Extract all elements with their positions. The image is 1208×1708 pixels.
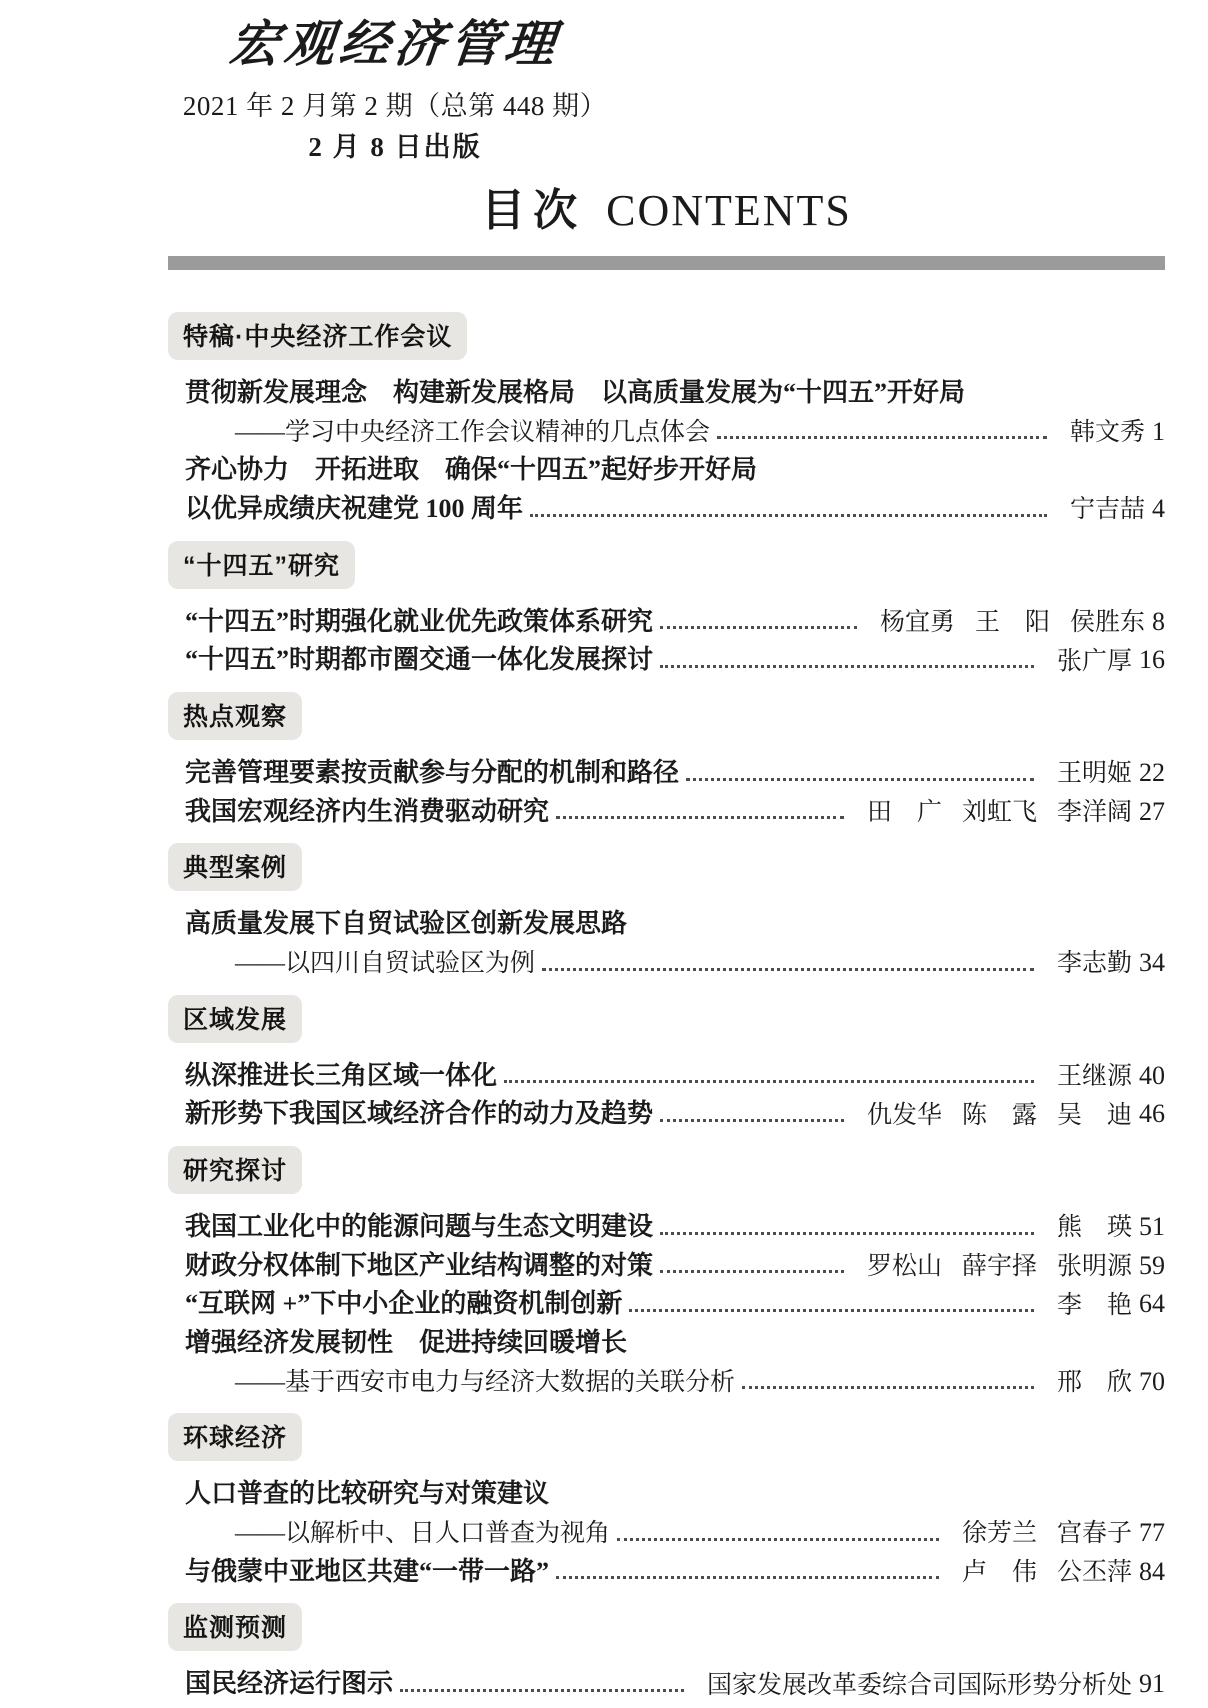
toc-section [185,1140,1165,1397]
journal-logo-calligraphy: 宏观经济管理 [226,14,563,73]
section-header: 特稿·中央经济工作会议 [168,312,467,360]
page-number: 70 [1139,1366,1165,1396]
author-name: 徐芳兰 [961,1520,1037,1548]
toc-entry-title [185,1061,1165,1092]
author-name: 王 阳 [974,608,1050,636]
entry-text: 齐心协力 开拓进取 确保“十四五”起好步开好局 [185,455,758,485]
toc-section [185,1407,1165,1587]
dot-leader [400,1689,684,1692]
section-header: 环球经济 [168,1413,302,1461]
toc-entry-subtitle [185,1518,1165,1549]
dot-leader [617,1538,939,1541]
author-name: 韩文秀 [1069,418,1145,446]
page-number: 84 [1139,1556,1165,1586]
dot-leader [629,1309,1034,1312]
entry-text: 高质量发展下自贸试验区创新发展思路 [185,909,628,939]
page-number: 77 [1139,1518,1165,1548]
entry-text: 我国宏观经济内生消费驱动研究 [185,796,550,826]
dot-leader [504,1080,1034,1083]
toc-entry-title [185,797,1165,828]
entry-text: 国民经济运行图示 [185,1669,394,1699]
entry-text: “互联网 +”下中小企业的融资机制创新 [185,1289,623,1319]
entry-text: ——以解析中、日人口普查为视角 [235,1520,611,1548]
toc-section [185,837,1165,978]
author-name: 王继源 [1056,1062,1132,1090]
table-of-contents [185,296,1165,1708]
author-name: 王明姬 [1056,760,1132,788]
contents-title [168,174,1165,238]
toc-entry-title [185,1328,1165,1359]
dot-leader [660,626,857,629]
dot-leader [660,665,1034,668]
entry-text: 新形势下我国区域经济合作的动力及趋势 [185,1099,654,1129]
toc-entry-title [185,1669,1165,1700]
author-name: 熊 瑛 [1056,1214,1132,1242]
entry-text: 人口普查的比较研究与对策建议 [185,1479,550,1509]
contents-title-zh: 目次 [481,186,586,235]
author-name: 薛宇择 [961,1252,1037,1280]
page-number: 1 [1152,416,1165,446]
page-number: 46 [1139,1099,1165,1129]
toc-entry-title [185,1557,1165,1588]
toc-entry-subtitle [185,948,1165,979]
toc-section [185,1597,1165,1700]
toc-entry-title [185,645,1165,676]
page-number: 91 [1139,1669,1165,1699]
dot-leader [660,1119,844,1122]
contents-title-en: CONTENTS [606,186,852,235]
entry-text: 我国工业化中的能源问题与生态文明建设 [185,1212,654,1242]
toc-section [185,535,1165,676]
author-name: 杨宜勇 [879,608,955,636]
page-number: 16 [1139,645,1165,675]
masthead [160,4,630,164]
toc-entry-subtitle [185,417,1165,448]
author-name: 国家发展改革委综合司国际形势分析处 [706,1671,1132,1699]
toc-entry-title [185,378,1165,409]
toc-entry-title [185,909,1165,940]
entry-text: 与俄蒙中亚地区共建“一带一路” [185,1556,550,1586]
page-number: 40 [1139,1060,1165,1090]
dot-leader [660,1270,844,1273]
dot-leader [556,1576,939,1579]
page-number: 22 [1139,758,1165,788]
toc-entry-title [185,1099,1165,1130]
toc-entry-title [185,1212,1165,1243]
author-name: 仇发华 [866,1101,942,1129]
section-header: 研究探讨 [168,1146,302,1194]
page-number: 59 [1139,1250,1165,1280]
dot-leader [742,1386,1034,1389]
toc-entry-title [185,758,1165,789]
author-name: 李洋阔 [1056,798,1132,826]
author-name: 卢 伟 [961,1558,1037,1586]
entry-text: ——基于西安市电力与经济大数据的关联分析 [235,1368,736,1396]
author-name: 邢 欣 [1056,1368,1132,1396]
section-header: “十四五”研究 [168,541,355,589]
author-name: 张广厚 [1056,647,1132,675]
entry-text: 增强经济发展韧性 促进持续回暖增长 [185,1328,628,1358]
issue-line: 2021 年 2 月第 2 期（总第 448 期） [182,91,608,121]
entry-text: 纵深推进长三角区域一体化 [185,1060,498,1090]
page-number: 4 [1152,494,1165,524]
toc-entry-title [185,494,1165,525]
divider-bar [168,256,1165,270]
toc-entry-title [185,607,1165,638]
author-name: 张明源 [1056,1252,1132,1280]
toc-entry-title [185,1251,1165,1282]
entry-text: 财政分权体制下地区产业结构调整的对策 [185,1250,654,1280]
author-name: 公丕萍 [1056,1558,1132,1586]
author-name: 陈 露 [961,1101,1037,1129]
toc-entry-subtitle [185,1367,1165,1398]
toc-section [185,306,1165,525]
entry-text: “十四五”时期都市圈交通一体化发展探讨 [185,645,654,675]
entry-text: 完善管理要素按贡献参与分配的机制和路径 [185,758,680,788]
page-number: 51 [1139,1212,1165,1242]
toc-entry-title [185,455,1165,486]
author-name: 吴 迪 [1056,1101,1132,1129]
entry-text: “十四五”时期强化就业优先政策体系研究 [185,606,654,636]
toc-section [185,989,1165,1130]
author-name: 宫春子 [1056,1520,1132,1548]
toc-section [185,686,1165,827]
author-name: 宁吉喆 [1069,496,1145,524]
page-number: 8 [1152,606,1165,636]
author-name: 罗松山 [866,1252,942,1280]
author-name: 刘虹飞 [961,798,1037,826]
author-name: 侯胜东 [1069,608,1145,636]
entry-text: ——学习中央经济工作会议精神的几点体会 [235,418,711,446]
entry-text: 贯彻新发展理念 构建新发展格局 以高质量发展为“十四五”开好局 [185,378,966,407]
dot-leader [717,436,1047,439]
section-header: 热点观察 [168,692,302,740]
dot-leader [542,968,1034,971]
author-name: 李志勤 [1056,950,1132,978]
dot-leader [556,816,844,819]
section-header: 区域发展 [168,995,302,1043]
page-number: 34 [1139,948,1165,978]
dot-leader [660,1232,1034,1235]
author-name: 李 艳 [1056,1291,1132,1319]
dot-leader [530,514,1047,517]
publication-date: 2 月 8 日出版 [308,132,482,162]
dot-leader [686,778,1034,781]
toc-entry-title [185,1289,1165,1320]
toc-entry-title [185,1479,1165,1510]
author-name: 田 广 [866,798,942,826]
entry-text: ——以四川自贸试验区为例 [235,950,536,978]
section-header: 监测预测 [168,1603,302,1651]
page-number: 64 [1139,1289,1165,1319]
page-number: 27 [1139,796,1165,826]
entry-text: 以优异成绩庆祝建党 100 周年 [185,494,524,524]
section-header: 典型案例 [168,843,302,891]
